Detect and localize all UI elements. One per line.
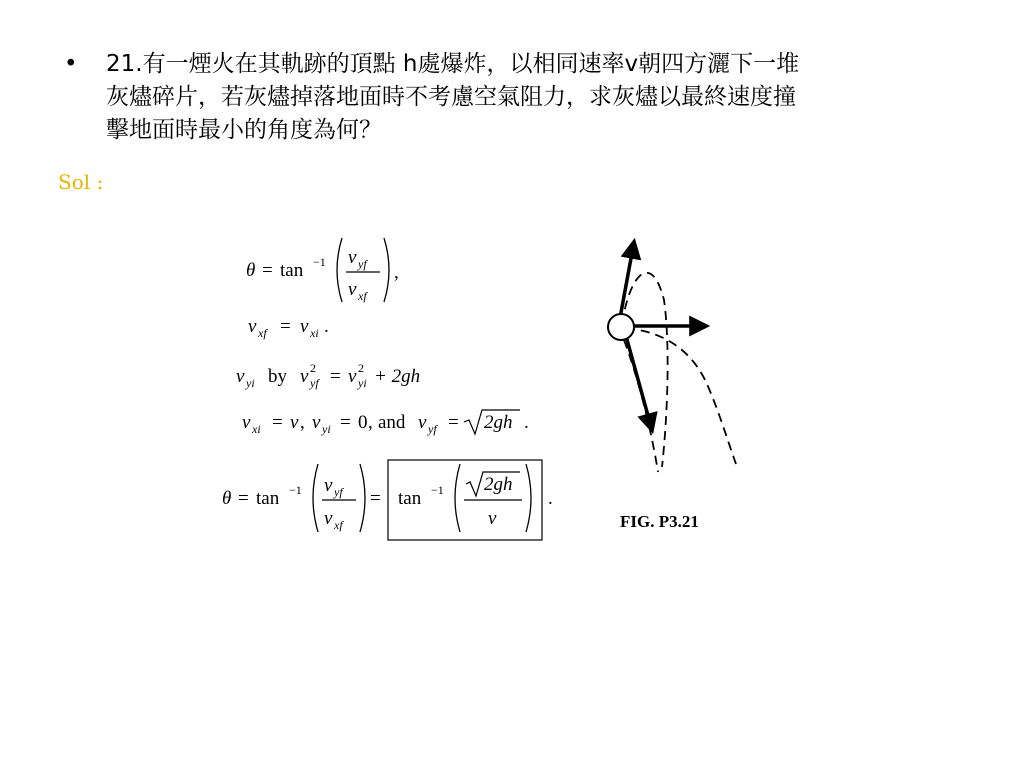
eq5-num-v: v xyxy=(324,475,333,496)
eq4-vv: v xyxy=(290,412,299,433)
eq4-eq: = xyxy=(272,412,283,433)
bullet: • xyxy=(64,51,78,77)
question-line-2: 灰燼碎片，若灰燼掉落地面時不考慮空氣阻力，求灰燼以最終速度撞 xyxy=(106,84,796,110)
eq4-eq3: = xyxy=(448,412,459,433)
question-line-1: 21.有一煙火在其軌跡的頂點 h處爆炸，以相同速率v朝四方灑下一堆 xyxy=(106,51,800,77)
eq3-sq: 2 xyxy=(310,361,316,375)
eq2-eq: = xyxy=(280,316,291,337)
eq4-v2: v xyxy=(312,412,321,433)
eq5-tan2: tan xyxy=(398,488,422,509)
equation-5 xyxy=(222,460,553,540)
eq1-num-v: v xyxy=(348,247,357,268)
eq2-period: . xyxy=(324,316,329,337)
equation-4 xyxy=(242,410,529,436)
eq4-eq2: = xyxy=(340,412,351,433)
eq4-sub: xi xyxy=(252,422,261,436)
eq5-eq: = xyxy=(238,488,249,509)
eq5-2gh: 2gh xyxy=(484,474,513,495)
eq1-theta: θ xyxy=(246,260,256,281)
eq3-by: by xyxy=(268,366,287,387)
eq3-plus: + 2gh xyxy=(374,366,421,387)
eq4-c2: , xyxy=(368,412,373,433)
trajectory-down xyxy=(624,340,658,472)
eq4-sub3: yf xyxy=(428,422,437,436)
eq5-num-sub: yf xyxy=(334,485,343,499)
eq4-c1: , xyxy=(300,412,305,433)
eq5-period: . xyxy=(548,488,553,509)
eq5-theta: θ xyxy=(222,488,232,509)
trajectory-figure xyxy=(596,232,746,482)
eq3-sub2: yf xyxy=(310,376,319,390)
eq4-and: and xyxy=(378,412,406,433)
eq1-den-v: v xyxy=(348,279,357,300)
eq1-tan: tan xyxy=(280,260,304,281)
eq3-sub3: yi xyxy=(358,376,367,390)
eq3-eq: = xyxy=(330,366,341,387)
equation-1 xyxy=(246,238,399,303)
question-line-3: 擊地面時最小的角度為何？ xyxy=(106,117,382,143)
eq1-num-sub: yf xyxy=(358,257,367,271)
figure-caption: FIG. P3.21 xyxy=(620,512,699,531)
eq4-period: . xyxy=(524,412,529,433)
eq2-v2: v xyxy=(300,316,309,337)
eq5-eq2: = xyxy=(370,488,381,509)
eq1-inv: −1 xyxy=(313,255,326,269)
eq5-den-v2: v xyxy=(488,508,497,529)
solution-label: Sol : xyxy=(58,170,104,194)
eq2-v: v xyxy=(248,316,257,337)
eq4-2gh: 2gh xyxy=(484,412,513,433)
eq4-sub2: yi xyxy=(322,422,331,436)
equation-3 xyxy=(236,361,420,390)
eq3-sub: yi xyxy=(246,376,255,390)
eq1-eq: = xyxy=(262,260,273,281)
eq2-sub: xf xyxy=(258,326,267,340)
arrow-up xyxy=(620,242,634,318)
eq4-zero: 0 xyxy=(358,412,368,433)
equations xyxy=(220,230,570,545)
eq1-comma: , xyxy=(394,262,399,283)
eq5-tan: tan xyxy=(256,488,280,509)
trajectory-up xyxy=(622,273,668,467)
eq5-inv2: −1 xyxy=(431,483,444,497)
eq3-v3: v xyxy=(348,366,357,387)
arrow-down xyxy=(626,336,652,430)
eq5-inv: −1 xyxy=(289,483,302,497)
question-text xyxy=(106,48,966,147)
eq2-sub2: xi xyxy=(310,326,319,340)
eq3-sq2: 2 xyxy=(358,361,364,375)
eq3-v2: v xyxy=(300,366,309,387)
explosion-point xyxy=(608,314,634,340)
eq3-v: v xyxy=(236,366,245,387)
eq1-den-sub: xf xyxy=(358,289,367,303)
eq4-v3: v xyxy=(418,412,427,433)
eq5-den-sub: xf xyxy=(334,518,343,532)
eq5-den-v: v xyxy=(324,508,333,529)
eq4-v: v xyxy=(242,412,251,433)
equation-2 xyxy=(248,316,329,340)
